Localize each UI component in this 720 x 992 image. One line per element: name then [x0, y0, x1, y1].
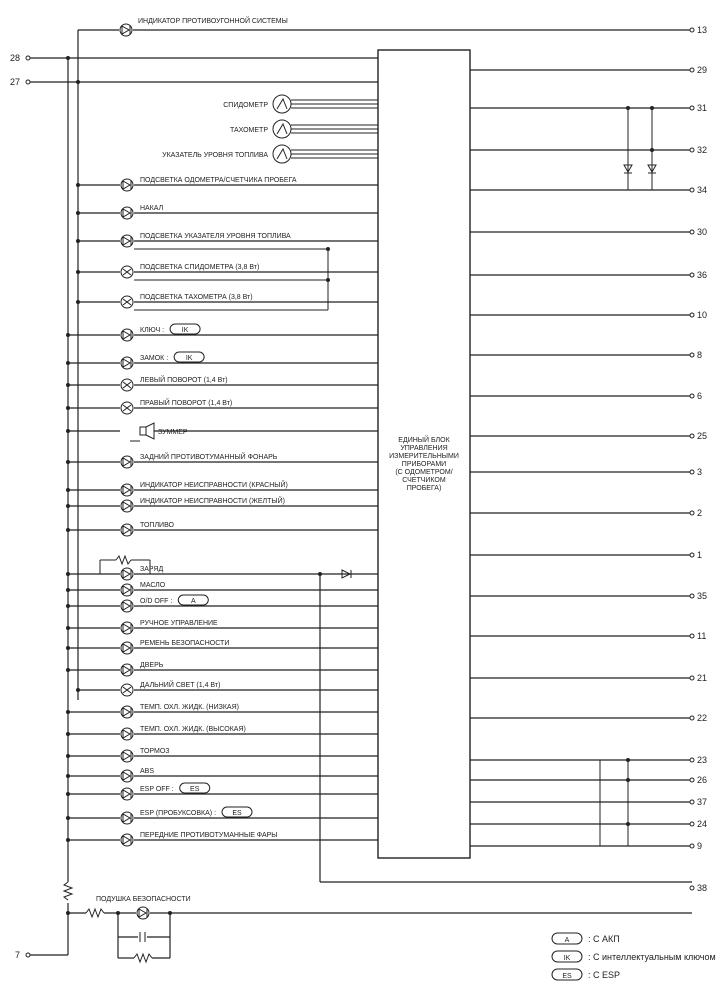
terminal-26	[690, 775, 707, 785]
row-label: ABS	[140, 768, 155, 775]
terminal-13	[690, 25, 707, 35]
svg-text:24: 24	[697, 819, 708, 829]
terminal-28	[10, 53, 30, 63]
terminal-9	[690, 841, 702, 851]
svg-text:1: 1	[697, 550, 703, 560]
row-label: НАКАЛ	[140, 205, 164, 212]
terminal-35	[690, 591, 707, 601]
row-label: ИНДИКАТОР НЕИСПРАВНОСТИ (ЖЕЛТЫЙ)	[140, 498, 285, 505]
legend-item	[552, 969, 620, 980]
svg-text:7: 7	[14, 950, 20, 960]
indicator-масло	[121, 582, 166, 596]
svg-text:(С ОДОМЕТРОМ/: (С ОДОМЕТРОМ/	[395, 469, 453, 476]
row-label: ДАЛЬНИЙ СВЕТ (1,4 Вт)	[140, 682, 221, 689]
indicator-темп-охл-жидк-высокая	[121, 726, 246, 740]
legend-item	[552, 951, 716, 962]
svg-text:21: 21	[697, 673, 708, 683]
indicator-правый-поворот-1-4-вт	[121, 398, 232, 414]
terminal-2	[690, 508, 702, 518]
terminal-10	[690, 310, 707, 320]
svg-text:23: 23	[697, 755, 708, 765]
svg-text:37: 37	[697, 797, 708, 807]
svg-text:34: 34	[697, 185, 708, 195]
row-label: ESP (ПРОБУКСОВКА) :	[140, 810, 217, 817]
svg-text:IK: IK	[563, 955, 571, 962]
svg-text:ИЗМЕРИТЕЛЬНЫМИ: ИЗМЕРИТЕЛЬНЫМИ	[389, 453, 459, 460]
terminal-8	[690, 350, 702, 360]
terminal-32	[690, 145, 707, 155]
svg-text:A: A	[190, 598, 196, 605]
indicator-левый-поворот-1-4-вт	[121, 375, 228, 391]
svg-text:6: 6	[697, 391, 703, 401]
terminal-31	[690, 103, 707, 113]
indicator-abs	[121, 768, 154, 782]
row-label: РЕМЕНЬ БЕЗОПАСНОСТИ	[140, 640, 230, 647]
svg-text:: С интеллектуальным ключом: : С интеллектуальным ключом	[588, 952, 716, 962]
terminal-36	[690, 270, 707, 280]
gauge-3	[162, 145, 291, 163]
svg-text:ПРОБЕГА): ПРОБЕГА)	[406, 485, 442, 492]
indicator-o-d-off	[121, 595, 208, 612]
indicator-дальний-свет-1-4-вт	[121, 680, 220, 696]
svg-text:32: 32	[697, 145, 708, 155]
row-label: ПОДСВЕТКА СПИДОМЕТРА (3,8 Вт)	[140, 264, 260, 271]
gauge-2	[230, 120, 291, 138]
terminal-11	[690, 631, 706, 641]
svg-text:9: 9	[697, 841, 703, 851]
terminal-30	[690, 227, 707, 237]
legend	[552, 933, 716, 980]
airbag-section	[64, 872, 692, 962]
indicator-ремень-безопасности	[121, 640, 229, 654]
indicator-передние-противотуманные-фары	[121, 832, 278, 846]
indicator-esp-пробуксовка	[121, 807, 252, 824]
svg-text:ПРИБОРАМИ: ПРИБОРАМИ	[401, 461, 447, 468]
row-label: ПРАВЫЙ ПОВОРОТ (1,4 Вт)	[140, 400, 233, 407]
svg-text:2: 2	[697, 508, 703, 518]
svg-text:ЕДИНЫЙ БЛОК: ЕДИНЫЙ БЛОК	[398, 437, 450, 444]
row-label: ESP OFF :	[140, 786, 174, 793]
svg-text:IK: IK	[181, 327, 189, 334]
row-label: ТОПЛИВО	[140, 522, 174, 529]
legend-item	[552, 933, 620, 944]
svg-text:ES: ES	[190, 786, 200, 793]
svg-text:29: 29	[697, 65, 708, 75]
row-label: ПОДСВЕТКА ТАХОМЕТРА (3,8 Вт)	[140, 294, 253, 301]
svg-text:28: 28	[9, 53, 20, 63]
row-label: МАСЛО	[140, 582, 166, 589]
indicator-подсветка-указателя-уровня-топ	[121, 233, 291, 247]
indicator-топливо	[121, 522, 174, 536]
indicator-индикатор-неисправности-желтый	[121, 496, 285, 512]
svg-text:22: 22	[697, 713, 708, 723]
row-label: ЗУММЕР	[158, 429, 188, 436]
row-label: ТЕМП. ОХЛ. ЖИДК. (ВЫСОКАЯ)	[140, 726, 246, 733]
indicator-замок	[121, 352, 204, 369]
row-label: ЗАДНИЙ ПРОТИВОТУМАННЫЙ ФОНАРЬ	[140, 454, 278, 461]
terminal-27	[10, 77, 30, 87]
indicator-esp-off	[121, 783, 210, 800]
indicator-темп-охл-жидк-низкая	[121, 704, 239, 718]
svg-text:26: 26	[697, 775, 708, 785]
svg-text:38: 38	[697, 883, 708, 893]
immobilizer-indicator	[120, 16, 288, 36]
terminal-6	[690, 391, 702, 401]
indicator-подсветка-спидометра-3-8-вт	[121, 264, 259, 278]
svg-text:11: 11	[697, 631, 707, 641]
svg-text:35: 35	[697, 591, 708, 601]
row-label: ЗАМОК :	[140, 355, 169, 362]
indicator-ключ	[121, 324, 200, 341]
indicator-ручное-управление	[121, 620, 218, 634]
svg-text:СЧЕТЧИКОМ: СЧЕТЧИКОМ	[402, 477, 446, 484]
row-label: ПОДСВЕТКА ОДОМЕТРА/СЧЕТЧИКА ПРОБЕГА	[140, 177, 297, 184]
svg-text:13: 13	[697, 25, 708, 35]
gauge-label: УКАЗАТЕЛЬ УРОВНЯ ТОПЛИВА	[162, 152, 268, 159]
row-label: КЛЮЧ :	[140, 327, 165, 334]
terminal-34	[690, 185, 707, 195]
svg-text:УПРАВЛЕНИЯ: УПРАВЛЕНИЯ	[400, 445, 448, 452]
airbag-label: ПОДУШКА БЕЗОПАСНОСТИ	[96, 896, 191, 903]
terminal-23	[690, 755, 707, 765]
row-label: ДВЕРЬ	[140, 662, 164, 669]
gauge-label: ТАХОМЕТР	[229, 127, 268, 134]
row-label: O/D OFF :	[140, 598, 173, 605]
svg-text:ES: ES	[562, 973, 572, 980]
terminal-22	[690, 713, 707, 723]
indicator-индикатор-неисправности-красны	[121, 480, 288, 496]
indicator-тормоз	[121, 748, 170, 762]
svg-text:ES: ES	[232, 810, 242, 817]
indicator-зуммер	[140, 423, 188, 439]
row-label: ПЕРЕДНИЕ ПРОТИВОТУМАННЫЕ ФАРЫ	[140, 832, 278, 839]
indicator-подсветка-тахометра-3-8-вт	[121, 294, 253, 308]
terminal-25	[690, 431, 707, 441]
immobilizer-indicator-label: ИНДИКАТОР ПРОТИВОУГОННОЙ СИСТЕМЫ	[138, 18, 288, 25]
terminal-1	[690, 550, 702, 560]
gauge-1	[223, 95, 291, 113]
row-label: ТОРМОЗ	[140, 748, 170, 755]
row-label: РУЧНОЕ УПРАВЛЕНИЕ	[140, 620, 218, 627]
indicator-подсветка-одометра-счетчика-пр	[121, 177, 297, 191]
terminal-37	[690, 797, 707, 807]
row-label: ЗАРЯД	[140, 566, 164, 573]
svg-text:A: A	[564, 937, 570, 944]
svg-text:31: 31	[697, 103, 708, 113]
svg-text:25: 25	[697, 431, 708, 441]
gauge-label: СПИДОМЕТР	[223, 102, 268, 109]
row-label: ТЕМП. ОХЛ. ЖИДК. (НИЗКАЯ)	[140, 704, 239, 711]
indicator-задний-противотуманный-фонарь	[121, 452, 278, 468]
row-label: ЛЕВЫЙ ПОВОРОТ (1,4 Вт)	[140, 377, 228, 384]
svg-text:10: 10	[697, 310, 708, 320]
terminal-3	[690, 467, 702, 477]
row-label: ПОДСВЕТКА УКАЗАТЕЛЯ УРОВНЯ ТОПЛИВА	[140, 233, 291, 240]
indicator-заряд	[121, 566, 163, 580]
svg-text:: С ESP: : С ESP	[588, 970, 621, 980]
terminal-24	[690, 819, 707, 829]
svg-text:27: 27	[9, 77, 20, 87]
indicator-накал	[121, 205, 164, 219]
terminal-7	[15, 950, 30, 960]
indicator-дверь	[121, 662, 164, 676]
row-label: ИНДИКАТОР НЕИСПРАВНОСТИ (КРАСНЫЙ)	[140, 482, 288, 489]
svg-text:36: 36	[697, 270, 708, 280]
svg-text:: С АКП: : С АКП	[588, 934, 620, 944]
svg-text:3: 3	[697, 467, 703, 477]
terminal-29	[690, 65, 707, 75]
svg-text:8: 8	[697, 350, 703, 360]
svg-text:IK: IK	[185, 355, 193, 362]
svg-text:30: 30	[697, 227, 708, 237]
terminal-21	[690, 673, 707, 683]
terminal-38	[690, 883, 707, 893]
